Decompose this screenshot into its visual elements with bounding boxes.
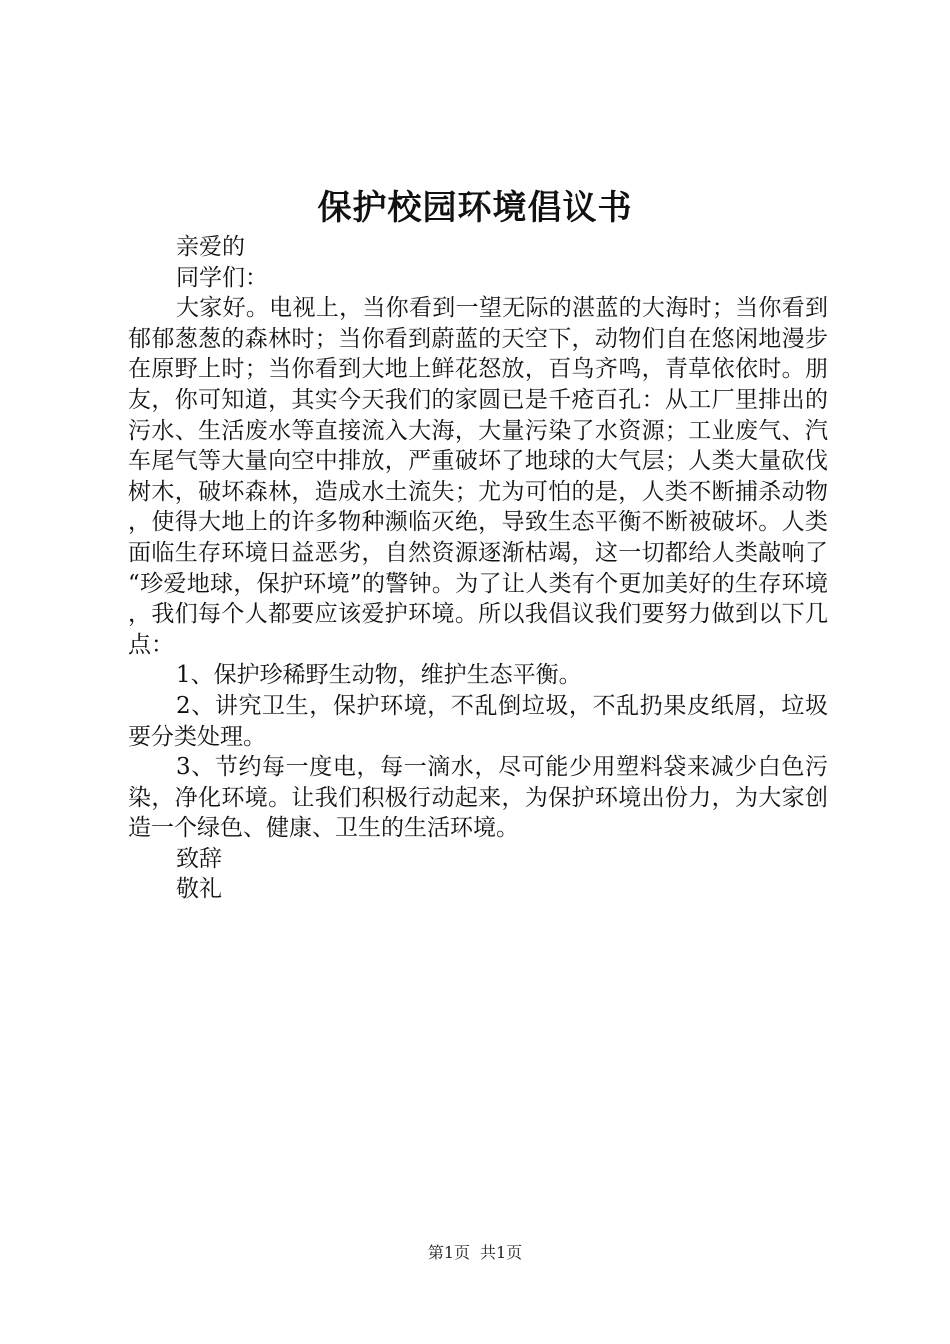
page-total: 共1页 (480, 1243, 523, 1262)
salutation-line-2: 同学们： (176, 264, 268, 291)
proposal-item-2: 2、讲究卫生，保护环境，不乱倒垃圾，不乱扔果皮纸屑，垃圾要分类处理。 (128, 692, 828, 750)
salutation-line-1: 亲爱的 (176, 234, 245, 260)
closing-line-2: 敬礼 (176, 876, 222, 903)
closing-line-1: 致辞 (176, 845, 222, 872)
document-body (128, 232, 828, 905)
page-title: 保护校园环境倡议书 (317, 188, 633, 228)
page-footer (0, 1241, 950, 1265)
paragraph-intro: 大家好。电视上，当你看到一望无际的湛蓝的大海时；当你看到郁郁葱葱的森林时；当你看到蔚蓝的天空下，动物们自在悠闲地漫步在原野上时；当你看到大地上鲜花怒放，百鸟齐鸣，青草依依时。朋友，你可知道，其实今天我们的家圆已是千疮百孔：从工厂里排出的污水、生活废水等直接流入大海，大量污染了水资源；工业废气、汽车尾气等大量向空中排放，严重破坏了地球的大气层；人类大量砍伐树木，破坏森林，造成水土流失；尤为可怕的是，人类不断捕杀动物，使得大地上的许多物种濒临灭绝，导致生态平衡不断被破坏。人类面临生存环境日益恶劣，自然资源逐渐枯竭，这一切都给人类敲响了“珍爱地球，保护环境”的警钟。为了让人类有个更加美好的生存环境，我们每个人都要应该爱护环境。所以我倡议我们要努力做到以下几点： (128, 295, 828, 658)
page-number: 第1页 (427, 1243, 470, 1262)
proposal-item-3: 3、节约每一度电，每一滴水，尽可能少用塑料袋来减少白色污染，净化环境。让我们积极行动起来，为保护环境出份力，为大家创造一个绿色、健康、卫生的生活环境。 (128, 754, 828, 842)
proposal-item-1: 1、保护珍稀野生动物，维护生态平衡。 (176, 662, 582, 689)
